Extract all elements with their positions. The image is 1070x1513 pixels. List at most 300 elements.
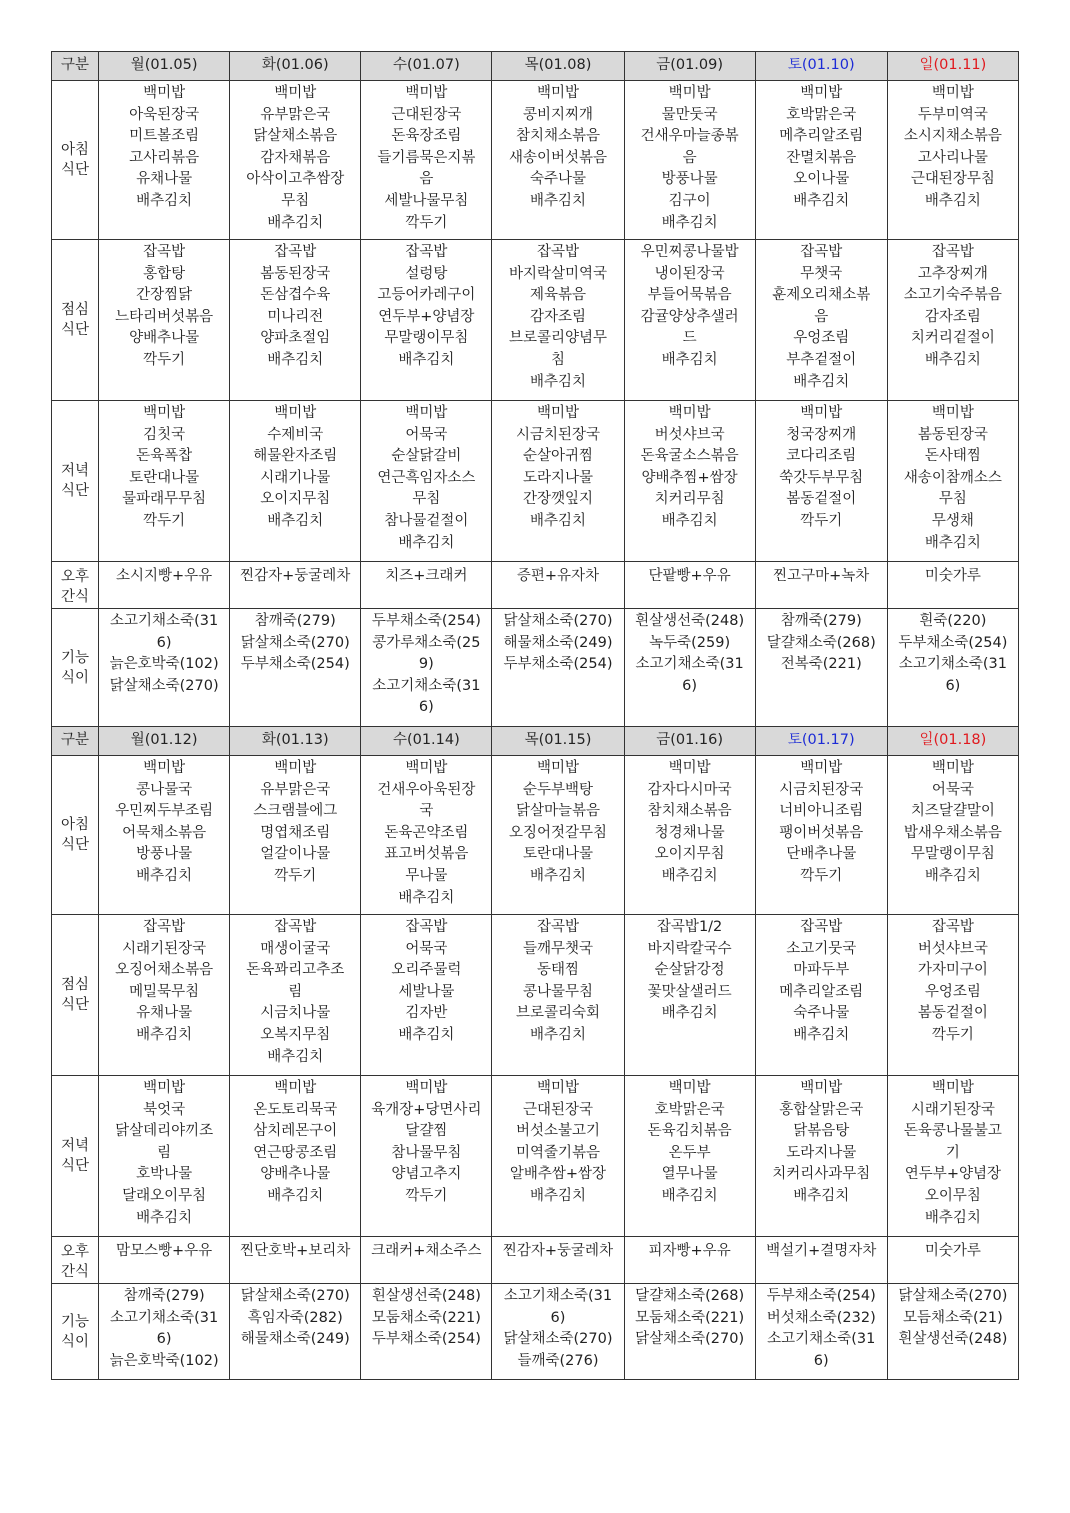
menu-item: 잡곡밥: [800, 919, 843, 935]
menu-item: 돈육장조림: [391, 128, 462, 145]
menu-item: 배추김치: [398, 534, 455, 551]
menu-item: 달걀채소죽(268): [766, 634, 876, 651]
menu-item: 바지락살미역국: [508, 265, 608, 282]
dinner-cell: [361, 1076, 492, 1237]
lunch-cell: [887, 915, 1018, 1076]
menu-item: 치즈+크래커: [385, 568, 468, 584]
label-line: 아침: [61, 817, 90, 833]
menu-item: 배추김치: [661, 351, 718, 368]
menu-item: 어묵국: [405, 940, 448, 957]
menu-item: 배추김치: [398, 889, 455, 906]
menu-item: 치커리사과무침: [772, 1166, 871, 1183]
menu-item: 버섯채소죽(232): [766, 1309, 876, 1326]
breakfast-cell: [99, 81, 230, 240]
dinner-cell: [230, 401, 361, 562]
menu-item: 참나물무침: [391, 1144, 462, 1161]
breakfast-cell: [624, 756, 755, 915]
menu-item: 쑥갓두부무침: [779, 469, 864, 486]
menu-item: 찐단호박+보리차: [240, 1243, 351, 1259]
menu-item: 백미밥: [405, 760, 448, 776]
menu-item: 오징어젓갈무침: [508, 824, 608, 841]
label-line: 식단: [61, 322, 90, 338]
menu-item: 치즈달걀말이: [910, 803, 995, 820]
snack-cell: [887, 1237, 1018, 1284]
menu-item: 건새우아욱된장: [377, 781, 476, 798]
menu-item: 백미밥: [800, 405, 843, 421]
special-diet-cell: [887, 609, 1018, 727]
menu-item: 음: [682, 149, 697, 166]
menu-item: 미트볼조림: [129, 128, 200, 145]
menu-item: 배추김치: [529, 1026, 586, 1043]
menu-item: 느타리버섯볶음: [115, 308, 214, 325]
menu-item: 해물완자조림: [253, 448, 338, 465]
menu-item: 훈제오리채소볶: [772, 287, 871, 304]
week-header-row: [52, 52, 1019, 81]
menu-item: 백미밥: [274, 405, 317, 421]
menu-item: 두부채소죽(254): [371, 1331, 481, 1348]
menu-item: 닭살채소죽(270): [503, 613, 613, 629]
menu-item: 단배추나물: [786, 846, 857, 863]
menu-item: 흰죽(220): [919, 613, 987, 629]
menu-item: 오복지무침: [260, 1026, 331, 1043]
menu-item: 매생이굴국: [260, 940, 331, 957]
menu-item: 흰살생선죽(248): [635, 613, 745, 629]
menu-item: 감자다시마국: [647, 781, 732, 798]
dinner-cell: [887, 1076, 1018, 1237]
menu-item: 우엉조림: [793, 330, 850, 347]
menu-item: 브로콜리양념무: [508, 330, 608, 347]
menu-item: 백미밥: [800, 760, 843, 776]
snack-cell: [99, 1237, 230, 1284]
menu-item: 찐고구마+녹차: [773, 568, 870, 584]
menu-item: 명엽채조림: [260, 824, 331, 841]
menu-item: 미역줄기볶음: [515, 1144, 600, 1161]
menu-item: 배추김치: [793, 192, 850, 209]
menu-item: 소고기채소죽(31: [635, 656, 744, 673]
weekly-meal-table: [51, 51, 1019, 1380]
breakfast-cell: [887, 756, 1018, 915]
menu-item: 모둠채소죽(221): [635, 1309, 745, 1326]
breakfast-cell: [887, 81, 1018, 240]
menu-item: 배추김치: [529, 867, 586, 884]
menu-item: 무침: [281, 192, 310, 209]
menu-item: 어묵국: [931, 781, 974, 798]
menu-item: 배추김치: [398, 1026, 455, 1043]
menu-item: 두부채소죽(254): [898, 634, 1008, 651]
menu-item: 백미밥: [143, 85, 186, 101]
menu-item: 맘모스빵+우유: [116, 1243, 213, 1259]
menu-item: 두부채소죽(254): [766, 1288, 876, 1304]
menu-item: 백미밥: [931, 760, 974, 776]
snack-cell: [755, 562, 887, 609]
dinner-cell: [492, 401, 624, 562]
menu-item: 밥새우채소볶음: [903, 824, 1002, 841]
menu-item: 호박나물: [136, 1166, 193, 1183]
menu-item: 배추김치: [661, 1005, 718, 1022]
lunch-label: [52, 240, 99, 401]
special-diet-cell: [99, 609, 230, 727]
menu-item: 늙은호박죽(102): [109, 656, 219, 673]
menu-item: 시금치된장국: [515, 426, 600, 443]
special-diet-cell: [887, 1284, 1018, 1380]
menu-item: 새송이참깨소스: [903, 469, 1002, 486]
menu-item: 순살닭갈비: [391, 448, 462, 465]
menu-item: 치커리무침: [654, 491, 725, 508]
menu-item: 닭살채소죽(270): [635, 1331, 745, 1348]
menu-item: 소고기채소죽(31: [372, 677, 481, 694]
menu-item: 메추리알조림: [779, 128, 864, 145]
menu-item: 간장깻잎지: [522, 491, 593, 508]
menu-item: 배추김치: [267, 512, 324, 529]
menu-item: 부추겉절이: [786, 351, 857, 368]
special-diet-cell: [624, 1284, 755, 1380]
menu-item: 깍두기: [274, 867, 317, 884]
menu-item: 피자빵+우유: [648, 1243, 731, 1259]
menu-item: 배추김치: [267, 1187, 324, 1204]
menu-item: 백미밥: [536, 85, 579, 101]
menu-item: 감자조림: [924, 308, 981, 325]
menu-item: 돈육꽈리고추조: [246, 962, 345, 979]
lunch-cell: [492, 915, 624, 1076]
menu-item: 무생채: [931, 512, 974, 529]
dinner-cell: [99, 401, 230, 562]
menu-item: 도라지나물: [786, 1144, 857, 1161]
menu-item: 오이나물: [793, 171, 850, 188]
lunch-cell: [492, 240, 624, 401]
snack-row: [52, 1237, 1019, 1284]
menu-item: 배추김치: [924, 351, 981, 368]
menu-item: 배추김치: [924, 534, 981, 551]
menu-item: 순살아귀찜: [522, 448, 593, 465]
snack-cell: [887, 562, 1018, 609]
label-line: 식단: [61, 837, 90, 853]
menu-item: 미나리전: [267, 308, 324, 325]
dinner-cell: [492, 1076, 624, 1237]
menu-item: 도라지나물: [522, 469, 593, 486]
lunch-cell: [230, 915, 361, 1076]
menu-item: 봄동된장국: [260, 265, 331, 282]
snack-cell: [230, 1237, 361, 1284]
menu-item: 홍합탕: [143, 265, 186, 282]
lunch-cell: [755, 240, 887, 401]
label-line: 식단: [61, 483, 90, 499]
menu-item: 스크램블에그: [253, 803, 338, 820]
dinner-cell: [99, 1076, 230, 1237]
menu-item: 소시지채소볶음: [903, 128, 1002, 145]
menu-item: 연두부+양념장: [378, 308, 475, 325]
lunch-cell: [755, 915, 887, 1076]
menu-item: 연두부+양념장: [904, 1166, 1001, 1183]
menu-item: 배추김치: [136, 867, 193, 884]
menu-item: 근대된장국: [522, 1101, 593, 1118]
dinner-label: [52, 1076, 99, 1237]
menu-item: 봄동겉절이: [786, 491, 857, 508]
menu-item: 부들어묵볶음: [647, 287, 732, 304]
breakfast-cell: [755, 81, 887, 240]
menu-item: 아삭이고추쌈장: [246, 171, 345, 188]
menu-item: 백미밥: [931, 405, 974, 421]
menu-item: 버섯샤브국: [917, 940, 988, 957]
menu-item: 기: [945, 1144, 960, 1161]
menu-item: 깍두기: [405, 214, 448, 231]
lunch-cell: [99, 915, 230, 1076]
menu-item: 메추리알조림: [779, 983, 864, 1000]
menu-item: 배추김치: [136, 192, 193, 209]
menu-item: 모듬채소죽(21): [902, 1309, 1003, 1326]
menu-item: 소고기채소죽(31: [898, 656, 1007, 673]
menu-item: 양배추찜+쌈장: [641, 469, 738, 486]
menu-item: 닭살채소볶음: [253, 128, 338, 145]
menu-item: 콩가루채소죽(25: [372, 634, 481, 651]
menu-item: 백설기+결명자차: [766, 1243, 877, 1259]
menu-item: 배추김치: [661, 512, 718, 529]
snack-label: [52, 562, 99, 609]
lunch-row: [52, 240, 1019, 401]
menu-item: 소고기뭇국: [786, 940, 857, 957]
menu-item: 침: [550, 351, 565, 368]
menu-item: 우민찌두부조림: [115, 803, 214, 820]
menu-item: 잡곡밥1/2: [656, 919, 723, 935]
menu-item: 새송이버섯볶음: [508, 149, 608, 166]
menu-item: 오징어채소볶음: [115, 962, 214, 979]
menu-item: 백미밥: [668, 85, 711, 101]
menu-item: 무침: [938, 491, 967, 508]
day-header: 월(01.12): [99, 727, 230, 756]
menu-item: 달래오이무침: [122, 1187, 207, 1204]
menu-item: 콩나물무침: [522, 983, 593, 1000]
menu-item: 달걀찜: [405, 1123, 448, 1140]
menu-item: 소시지빵+우유: [116, 568, 213, 584]
menu-item: 늙은호박죽(102): [109, 1352, 219, 1369]
menu-item: 바지락칼국수: [647, 940, 732, 957]
menu-item: 배추김치: [529, 373, 586, 390]
menu-item: 홍합살맑은국: [779, 1101, 864, 1118]
menu-item: 팽이버섯볶음: [779, 824, 864, 841]
menu-item: 두부채소죽(254): [503, 656, 613, 673]
day-header: 목(01.08): [492, 52, 624, 81]
menu-item: 김자반: [405, 1005, 448, 1022]
label-line: 간식: [61, 1264, 90, 1280]
menu-item: 근대된장국: [391, 106, 462, 123]
menu-item: 버섯샤브국: [654, 426, 725, 443]
menu-item: 깍두기: [143, 512, 186, 529]
menu-item: 돈육김치볶음: [647, 1123, 732, 1140]
week-header-row: [52, 727, 1019, 756]
menu-item: 백미밥: [668, 405, 711, 421]
menu-item: 백미밥: [143, 760, 186, 776]
menu-item: 백미밥: [931, 1080, 974, 1096]
menu-item: 미숫가루: [924, 1243, 981, 1259]
menu-item: 두부채소죽(254): [240, 656, 350, 673]
menu-item: 음: [814, 308, 829, 325]
menu-item: 두부채소죽(254): [371, 613, 481, 629]
menu-item: 무말랭이무침: [910, 846, 995, 863]
menu-item: 세발나물: [398, 983, 455, 1000]
menu-item: 잡곡밥: [931, 244, 974, 260]
menu-item: 백미밥: [800, 1080, 843, 1096]
dinner-cell: [624, 1076, 755, 1237]
menu-item: 배추김치: [924, 1209, 981, 1226]
menu-item: 토란대나물: [522, 846, 593, 863]
menu-item: 양념고추지: [391, 1166, 462, 1183]
breakfast-cell: [361, 756, 492, 915]
menu-item: 봄동겉절이: [917, 1005, 988, 1022]
menu-item: 들기름묵은지볶: [377, 149, 476, 166]
label-line: 오후: [61, 1244, 90, 1260]
label-line: 기능: [61, 1313, 90, 1330]
day-header: 금(01.16): [624, 727, 755, 756]
menu-item: 양배추나물: [129, 330, 200, 347]
label-line: 식단: [61, 1158, 90, 1174]
menu-item: 돈육폭찹: [136, 448, 193, 465]
menu-item: 참치채소볶음: [515, 128, 600, 145]
special-diet-label: [52, 609, 99, 727]
menu-item: 단팥빵+우유: [648, 568, 731, 584]
special-diet-row: [52, 609, 1019, 727]
menu-item: 돈육곤약조림: [384, 824, 469, 841]
menu-item: 봄동된장국: [917, 426, 988, 443]
snack-cell: [624, 1237, 755, 1284]
menu-item: 감자조림: [529, 308, 586, 325]
menu-item: 배추김치: [793, 373, 850, 390]
menu-item: 백미밥: [536, 760, 579, 776]
snack-label: [52, 1237, 99, 1284]
menu-item: 백미밥: [405, 405, 448, 421]
menu-item: 백미밥: [274, 1080, 317, 1096]
menu-item: 순살닭강정: [654, 962, 725, 979]
menu-item: 알배추쌈+쌈장: [509, 1166, 607, 1183]
menu-item: 소고기채소죽(31: [503, 1288, 613, 1304]
breakfast-cell: [624, 81, 755, 240]
menu-item: 해물채소죽(249): [503, 634, 613, 651]
menu-item: 방풍나물: [136, 846, 193, 863]
menu-item: 6): [813, 1352, 829, 1369]
menu-item: 찐감자+둥굴레차: [240, 568, 351, 584]
label-line: 아침: [61, 142, 90, 158]
menu-item: 양배추나물: [260, 1166, 331, 1183]
special-diet-cell: [361, 609, 492, 727]
day-header: 목(01.15): [492, 727, 624, 756]
menu-item: 닭살채소죽(270): [503, 1331, 613, 1348]
dinner-cell: [755, 1076, 887, 1237]
menu-item: 감자채볶음: [260, 149, 331, 166]
lunch-cell: [230, 240, 361, 401]
menu-item: 잡곡밥: [274, 919, 317, 935]
menu-item: 제육볶음: [529, 287, 586, 304]
menu-item: 세발나물무침: [384, 192, 469, 209]
menu-item: 닭볶음탕: [793, 1123, 850, 1140]
menu-item: 소고기숙주볶음: [903, 287, 1002, 304]
menu-item: 육개장+당면사리: [371, 1101, 482, 1118]
menu-item: 오이지무침: [260, 491, 331, 508]
menu-item: 물파래무무침: [122, 491, 207, 508]
menu-item: 너비아니조림: [779, 803, 864, 820]
menu-item: 가자미구이: [917, 962, 988, 979]
menu-item: 배추김치: [136, 1026, 193, 1043]
menu-item: 온도토리묵국: [253, 1101, 338, 1118]
day-header: 수(01.07): [361, 52, 492, 81]
menu-item: 시금치나물: [260, 1005, 331, 1022]
special-diet-cell: [99, 1284, 230, 1380]
snack-row: [52, 562, 1019, 609]
menu-item: 참깨죽(279): [780, 613, 862, 629]
menu-item: 잡곡밥: [405, 244, 448, 260]
menu-item: 유채나물: [136, 1005, 193, 1022]
menu-item: 무챗국: [800, 265, 843, 282]
menu-item: 메밀묵무침: [129, 983, 200, 1000]
menu-item: 돈육굴소스볶음: [640, 448, 739, 465]
label-line: 오후: [61, 569, 90, 585]
menu-item: 순두부백탕: [522, 781, 593, 798]
menu-item: 콩비지찌개: [522, 106, 593, 123]
special-diet-row: [52, 1284, 1019, 1380]
menu-item: 닭살채소죽(270): [240, 634, 350, 651]
menu-item: 표고버섯볶음: [384, 846, 469, 863]
menu-item: 닭살채소죽(270): [109, 677, 219, 694]
breakfast-cell: [492, 756, 624, 915]
menu-item: 6): [418, 699, 434, 716]
special-diet-cell: [361, 1284, 492, 1380]
menu-item: 브로콜리숙회: [515, 1005, 600, 1022]
menu-item: 수제비국: [267, 426, 324, 443]
menu-item: 배추김치: [267, 351, 324, 368]
menu-item: 온두부: [668, 1144, 711, 1161]
menu-item: 잡곡밥: [405, 919, 448, 935]
menu-item: 전복죽(221): [780, 656, 862, 673]
menu-item: 열무나물: [661, 1166, 718, 1183]
menu-item: 깍두기: [143, 351, 186, 368]
menu-item: 흰살생선죽(248): [898, 1331, 1008, 1348]
menu-item: 잡곡밥: [800, 244, 843, 260]
day-header: 월(01.05): [99, 52, 230, 81]
day-header: 일(01.18): [887, 727, 1018, 756]
breakfast-row: [52, 81, 1019, 240]
menu-item: 시래기된장국: [910, 1101, 995, 1118]
lunch-row: [52, 915, 1019, 1076]
menu-item: 백미밥: [405, 85, 448, 101]
menu-item: 닭살데리야끼조: [115, 1123, 214, 1140]
menu-item: 미숫가루: [924, 568, 981, 584]
special-diet-cell: [624, 609, 755, 727]
menu-item: 배추김치: [924, 192, 981, 209]
day-header: 토(01.10): [755, 52, 887, 81]
menu-item: 김칫국: [143, 426, 186, 443]
menu-item: 찐감자+둥굴레차: [502, 1243, 614, 1259]
menu-item: 배추김치: [529, 1187, 586, 1204]
breakfast-label: [52, 756, 99, 915]
breakfast-cell: [230, 81, 361, 240]
day-header: 일(01.11): [887, 52, 1018, 81]
menu-item: 냉이된장국: [654, 265, 725, 282]
menu-item: 흰살생선죽(248): [371, 1288, 481, 1304]
menu-item: 소고기채소죽(31: [767, 1331, 876, 1348]
menu-item: 설렁탕: [405, 265, 448, 282]
day-header: 화(01.06): [230, 52, 361, 81]
menu-item: 돈삼겹수육: [260, 287, 331, 304]
menu-item: 잡곡밥: [143, 919, 186, 935]
dinner-cell: [230, 1076, 361, 1237]
menu-item: 음: [419, 171, 434, 188]
lunch-cell: [361, 915, 492, 1076]
menu-item: 간장찜닭: [136, 287, 193, 304]
menu-item: 감귤양상추샐러: [640, 308, 739, 325]
label-line: 간식: [61, 589, 90, 605]
menu-item: 코다리조림: [786, 448, 857, 465]
menu-item: 유부맑은국: [260, 781, 331, 798]
breakfast-row: [52, 756, 1019, 915]
menu-item: 배추김치: [267, 1048, 324, 1065]
menu-item: 닭살채소죽(270): [898, 1288, 1008, 1304]
